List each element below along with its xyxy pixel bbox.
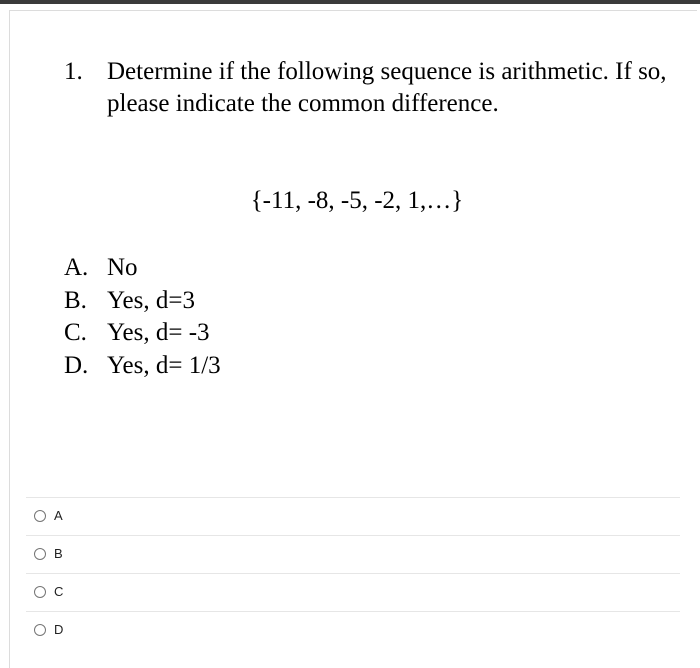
choice-letter: C. — [64, 319, 87, 346]
answer-label-c[interactable]: C — [54, 584, 64, 599]
radio-button-a[interactable] — [34, 510, 46, 522]
top-bar — [0, 0, 700, 4]
answer-label-b[interactable]: B — [54, 546, 63, 561]
choice-letter: B. — [64, 286, 87, 314]
choice-letter: D. — [64, 351, 89, 379]
choice-text: Yes, d= 1/3 — [107, 351, 221, 379]
choice-text: No — [107, 254, 138, 281]
answer-option-c[interactable] — [26, 573, 680, 611]
question-text: Determine if the following sequence is arithmetic. If so, please indicate the common difference. — [107, 58, 667, 117]
choice-text: Yes, d= -3 — [107, 319, 210, 346]
answer-option-b[interactable] — [26, 535, 680, 573]
answer-label-d[interactable]: D — [54, 622, 64, 637]
answer-option-a[interactable] — [26, 497, 680, 535]
choice-letter: A. — [64, 254, 89, 281]
radio-button-c[interactable] — [34, 586, 46, 598]
question-number: 1. — [64, 58, 83, 85]
radio-button-d[interactable] — [34, 624, 46, 636]
answer-label-a[interactable]: A — [54, 508, 63, 523]
choice-text: Yes, d=3 — [107, 286, 195, 314]
answer-option-d[interactable] — [26, 611, 680, 649]
answer-options — [26, 497, 680, 649]
radio-button-b[interactable] — [34, 548, 46, 560]
sequence-text: {-11, -8, -5, -2, 1,…} — [250, 187, 464, 214]
